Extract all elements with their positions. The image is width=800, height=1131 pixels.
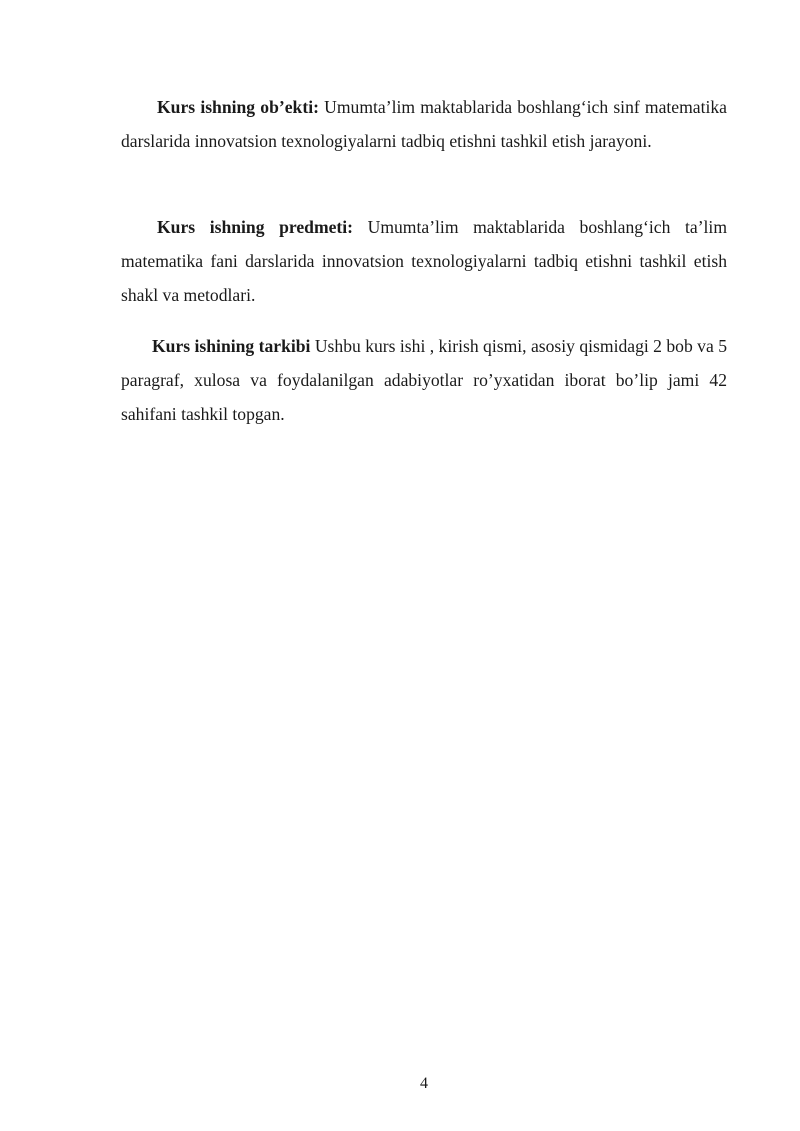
paragraph-subject xyxy=(121,210,727,312)
paragraph-object-heading: Kurs ishning ob’ekti: xyxy=(157,97,319,117)
paragraph-object-body: Umumta’lim maktablarida boshlang‘ich sinf matematika darslarida innovatsion texnologiyalarni tadbiq etishni tashkil etish jarayoni. xyxy=(121,97,727,151)
paragraph-structure-body: Ushbu kurs ishi , kirish qismi, asosiy qismidagi 2 bob va 5 paragraf, xulosa va foydalanilgan adabiyotlar ro’yxatidan iborat bo’lip jami 42 sahifani tashkil topgan. xyxy=(121,336,727,424)
page-number: 4 xyxy=(420,1075,428,1092)
paragraph-subject-body: Umumta’lim maktablarida boshlang‘ich ta’lim matematika fani darslarida innovatsion texnologiyalarni tadbiq etishni tashkil etish shakl va metodlari. xyxy=(121,217,728,305)
paragraph-subject-heading: Kurs ishning predmeti: xyxy=(157,217,354,237)
paragraph-structure-heading: Kurs ishining tarkibi xyxy=(152,336,311,356)
paragraph-object xyxy=(121,90,727,158)
paragraph-structure xyxy=(121,329,727,431)
